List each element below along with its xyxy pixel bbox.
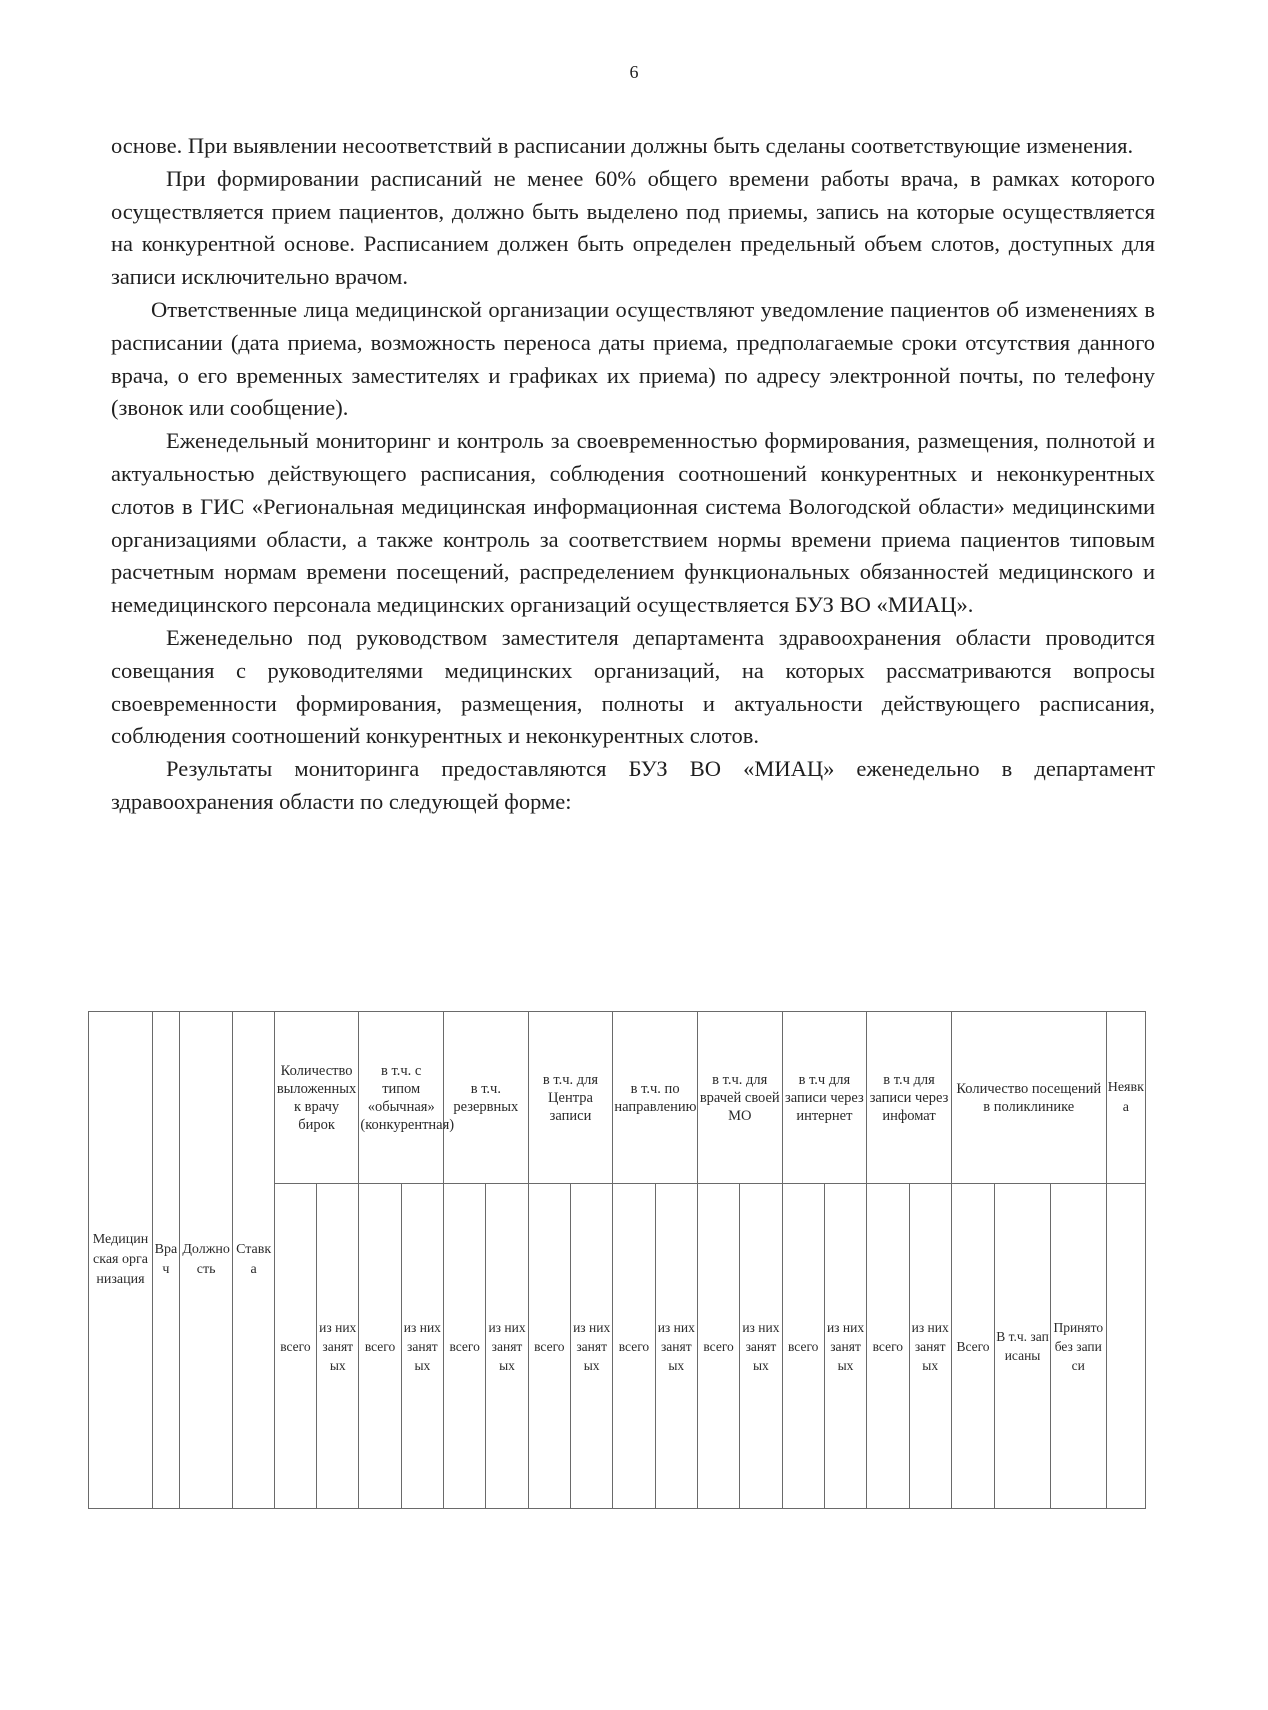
sub-busy-7: из них занятых (824, 1184, 866, 1509)
header-group-referral: в т.ч. по направлению (613, 1012, 698, 1184)
header-group-reserve: в т.ч. резервных (444, 1012, 529, 1184)
header-noshow: Неявка (1106, 1012, 1145, 1184)
header-position: Должность (179, 1012, 233, 1509)
header-group-infomat: в т.ч для записи через инфомат (867, 1012, 952, 1184)
visits-walkin: Принято без записи (1050, 1184, 1106, 1509)
header-group-ordinary: в т.ч. с типом «обычная» (конкурентная) (359, 1012, 444, 1184)
header-doctor: Врач (152, 1012, 179, 1509)
page-number: 6 (629, 62, 639, 82)
paragraph-6: Результаты мониторинга предоставляются БУЗ ВО «МИАЦ» еженедельно в департамент здравоохранения области по следующей форме: (111, 756, 1155, 814)
paragraph-3: Ответственные лица медицинской организации осуществляют уведомление пациентов об изменениях в расписании (дата приема, возможность переноса даты приема, предполагаемые сроки отсутствия данного врача, о его временных заместителях и графиках их приема) по адресу электронной почты, по телефону (звонок или сообщение). (111, 296, 1155, 421)
sub-busy-5: из них занятых (655, 1184, 697, 1509)
header-group-internet: в т.ч для записи через интернет (782, 1012, 867, 1184)
paragraph-5: Еженедельно под руководством заместителя департамента здравоохранения области проводится совещания с руководителями медицинских организаций, на которых рассматриваются вопросы своевременности формирования, размещения, полноты и актуальности действующего расписания, соблюдения соотношений конкурентных и неконкурентных слотов. (111, 624, 1155, 749)
sub-busy-1: из них занятых (317, 1184, 359, 1509)
header-group-total-slots: Количество выложенных к врачу бирок (274, 1012, 359, 1184)
sub-total-4: всего (528, 1184, 570, 1509)
sub-total-7: всего (782, 1184, 824, 1509)
table-header-row (89, 1012, 1146, 1184)
header-org: Медицинская организация (89, 1012, 153, 1509)
body-text (111, 130, 1155, 819)
paragraph-4: Еженедельный мониторинг и контроль за своевременностью формирования, размещения, полнотой и актуальностью действующего расписания, соблюдения соотношений конкурентных и неконкурентных слотов в ГИС «Региональная медицинская информационная система Вологодской области» медицинскими организациями области, а также контроль за соответствием нормы времени приема пациентов типовым расчетным нормам времени посещений, распределением функциональных обязанностей медицинского и немедицинского персонала медицинских организаций осуществляется БУЗ ВО «МИАЦ». (111, 428, 1155, 618)
sub-busy-3: из них занятых (486, 1184, 528, 1509)
sub-total-2: всего (359, 1184, 401, 1509)
sub-busy-4: из них занятых (570, 1184, 612, 1509)
monitoring-form-table (88, 1011, 1146, 1509)
noshow-sub (1106, 1184, 1145, 1509)
header-group-call-center: в т.ч. для Центра записи (528, 1012, 613, 1184)
sub-total-3: всего (444, 1184, 486, 1509)
paragraph-2: При формировании расписаний не менее 60% общего времени работы врача, в рамках которого осуществляется прием пациентов, должно быть выделено под приемы, запись на которые осуществляется на конкурентной основе. Расписанием должен быть определен предельный объем слотов, доступных для записи исключительно врачом. (111, 165, 1155, 290)
sub-busy-2: из них занятых (401, 1184, 443, 1509)
sub-busy-6: из них занятых (740, 1184, 782, 1509)
visits-booked: В т.ч. записаны (995, 1184, 1051, 1509)
paragraph-1: основе. При выявлении несоответствий в расписании должны быть сделаны соответствующие изменения. (111, 133, 1134, 158)
header-group-visits: Количество посещений в поликлинике (951, 1012, 1106, 1184)
sub-busy-8: из них занятых (909, 1184, 951, 1509)
sub-total-8: всего (867, 1184, 909, 1509)
header-group-own-mo: в т.ч. для врачей своей МО (697, 1012, 782, 1184)
header-rate: Ставка (233, 1012, 274, 1509)
sub-total-1: всего (274, 1184, 316, 1509)
visits-total: Всего (951, 1184, 994, 1509)
sub-total-5: всего (613, 1184, 655, 1509)
sub-total-6: всего (697, 1184, 739, 1509)
